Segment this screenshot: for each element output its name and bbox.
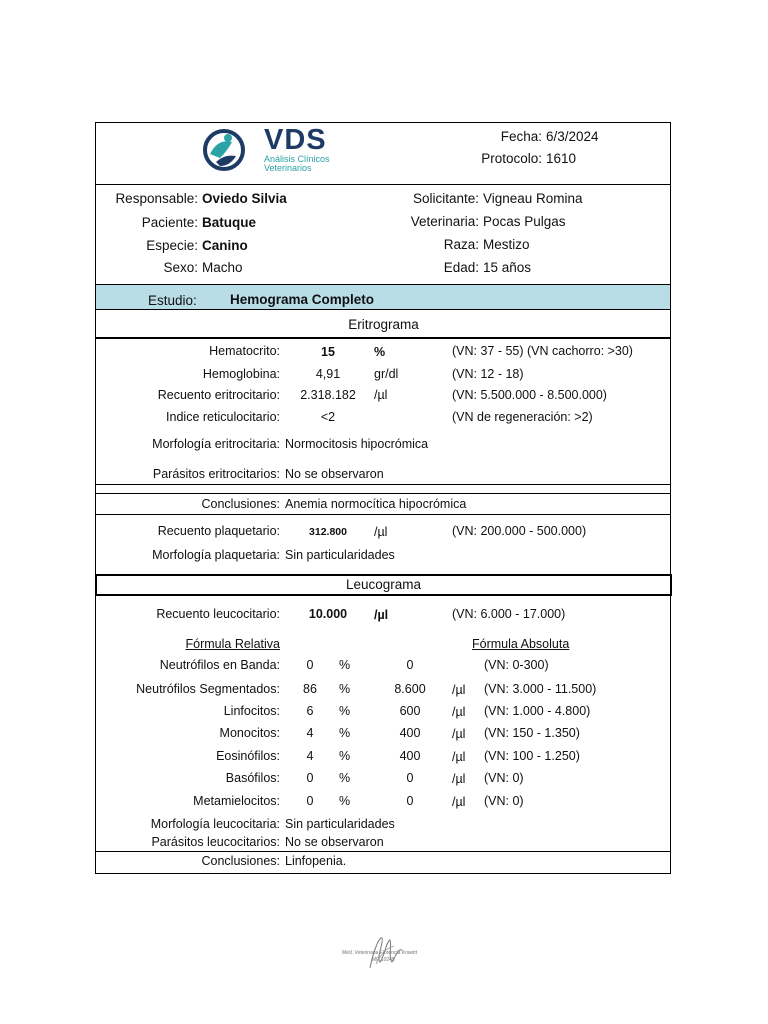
eri-value-2: 2.318.182: [300, 388, 356, 402]
divider: [96, 514, 671, 515]
raza-value: Mestizo: [483, 237, 530, 252]
leuco-label-0: Neutrófilos en Banda:: [159, 658, 280, 672]
signature: [336, 928, 432, 976]
parasitos-eritrocitarios-value: No se observaron: [285, 467, 384, 481]
edad-value: 15 años: [483, 260, 532, 275]
parasitos-leucocitarios-value: No se observaron: [285, 835, 384, 849]
eri-ref-2: (VN: 5.500.000 - 8.500.000): [452, 388, 607, 402]
recuento-plaquetario-value: 312.800: [309, 526, 347, 538]
veterinaria-label: Veterinaria:: [410, 214, 479, 229]
recuento-leucocitario-ref: (VN: 6.000 - 17.000): [452, 607, 566, 621]
leuco-conclusiones-label: Conclusiones:: [201, 854, 280, 868]
especie-label: Especie:: [146, 238, 198, 253]
protocolo-value: 1610: [546, 151, 577, 166]
divider: [96, 484, 671, 485]
paciente-label: Paciente:: [141, 215, 198, 230]
leuco-rel-4: 4: [306, 749, 314, 763]
eri-value-3: <2: [320, 410, 336, 424]
morfologia-leucocitaria-label: Morfología leucocitaria:: [150, 817, 280, 831]
leuco-ref-4: (VN: 100 - 1.250): [484, 749, 580, 763]
eri-value-1: 4,91: [315, 367, 341, 381]
eri-value-0: 15: [321, 345, 335, 359]
eritrograma-title: Eritrograma: [348, 317, 419, 332]
recuento-plaquetario-unit: /µl: [374, 525, 388, 539]
morfologia-eritrocitaria-value: Normocitosis hipocrómica: [285, 437, 429, 451]
edad-label: Edad:: [443, 260, 479, 275]
leuco-unit-2: /µl: [452, 705, 466, 719]
leuco-label-4: Eosinófilos:: [216, 749, 280, 763]
leuco-pct-2: %: [339, 704, 351, 718]
leuco-abs-1: 8.600: [394, 682, 426, 696]
study-label: Estudio:: [148, 293, 197, 308]
leuco-ref-3: (VN: 150 - 1.350): [484, 726, 580, 740]
eri-conclusiones-label: Conclusiones:: [201, 497, 280, 511]
leuco-unit-4: /µl: [452, 750, 466, 764]
eri-unit-1: gr/dl: [374, 367, 399, 381]
leuco-pct-0: %: [339, 658, 351, 672]
leuco-unit-5: /µl: [452, 772, 466, 786]
leuco-ref-6: (VN: 0): [484, 794, 524, 808]
morfologia-plaquetaria-label: Morfología plaquetaria:: [152, 548, 280, 562]
leuco-ref-2: (VN: 1.000 - 4.800): [484, 704, 591, 718]
leucograma-title: Leucograma: [345, 577, 422, 592]
leuco-rel-2: 6: [306, 704, 314, 718]
logo-line2: Veterinarios: [264, 163, 312, 173]
vds-logo: [198, 124, 338, 176]
leuco-unit-1: /µl: [452, 683, 466, 697]
leuco-unit-3: /µl: [452, 727, 466, 741]
leuco-abs-0: 0: [406, 658, 414, 672]
leuco-label-5: Basófilos:: [225, 771, 280, 785]
recuento-leucocitario-label: Recuento leucocitario:: [156, 607, 280, 621]
leuco-ref-5: (VN: 0): [484, 771, 524, 785]
leuco-abs-3: 400: [399, 726, 421, 740]
responsable-value: Oviedo Silvia: [202, 191, 287, 206]
morfologia-eritrocitaria-label: Morfología eritrocitaria:: [152, 437, 280, 451]
eri-unit-0: %: [374, 345, 386, 359]
solicitante-label: Solicitante:: [412, 191, 479, 206]
fecha-label: Fecha:: [500, 129, 542, 144]
sexo-label: Sexo:: [163, 260, 198, 275]
study-value: Hemograma Completo: [230, 292, 375, 307]
eri-unit-2: /µl: [374, 388, 388, 402]
recuento-plaquetario-label: Recuento plaquetario:: [157, 524, 280, 538]
leuco-abs-6: 0: [406, 794, 414, 808]
signature-line2: MP 10245: [372, 957, 395, 963]
recuento-leucocitario-unit: /µl: [374, 608, 389, 622]
protocolo-label: Protocolo:: [481, 151, 542, 166]
leuco-unit-6: /µl: [452, 795, 466, 809]
divider: [96, 851, 671, 852]
recuento-leucocitario-value: 10.000: [308, 607, 348, 621]
leuco-rel-5: 0: [306, 771, 314, 785]
fecha-value: 6/3/2024: [546, 129, 599, 144]
recuento-plaquetario-ref: (VN: 200.000 - 500.000): [452, 524, 587, 538]
leuco-label-1: Neutrófilos Segmentados:: [136, 682, 280, 696]
paciente-value: Batuque: [202, 215, 256, 230]
leuco-label-3: Monocitos:: [219, 726, 280, 740]
leuco-pct-4: %: [339, 749, 351, 763]
leuco-label-2: Linfocitos:: [223, 704, 280, 718]
eri-conclusiones-value: Anemia normocítica hipocrómica: [285, 497, 467, 511]
eri-label-1: Hemoglobina:: [202, 367, 280, 381]
veterinaria-value: Pocas Pulgas: [483, 214, 566, 229]
leuco-pct-5: %: [339, 771, 351, 785]
parasitos-eritrocitarios-label: Parásitos eritrocitarios:: [152, 467, 280, 481]
leuco-rel-1: 86: [303, 682, 317, 696]
leuco-pct-3: %: [339, 726, 351, 740]
formula-absoluta-heading: Fórmula Absoluta: [472, 637, 570, 651]
responsable-label: Responsable:: [115, 191, 198, 206]
morfologia-plaquetaria-value: Sin particularidades: [285, 548, 395, 562]
eri-ref-3: (VN de regeneración: >2): [452, 410, 593, 424]
eri-ref-1: (VN: 12 - 18): [452, 367, 524, 381]
leuco-rel-3: 4: [306, 726, 314, 740]
leuco-rel-6: 0: [306, 794, 314, 808]
leuco-ref-1: (VN: 3.000 - 11.500): [484, 682, 597, 696]
leuco-conclusiones-value: Linfopenia.: [285, 854, 347, 868]
parasitos-leucocitarios-label: Parásitos leucocitarios:: [151, 835, 280, 849]
leuco-pct-6: %: [339, 794, 351, 808]
divider: [96, 493, 671, 494]
eri-label-3: Indice reticulocitario:: [166, 410, 280, 424]
logo-brand: VDS: [264, 124, 327, 156]
leuco-abs-5: 0: [406, 771, 414, 785]
logo-line1: Análisis Clínicos: [264, 154, 330, 164]
leuco-label-6: Metamielocitos:: [193, 794, 280, 808]
eri-label-2: Recuento eritrocitario:: [157, 388, 280, 402]
divider: [96, 337, 671, 339]
signature-line1: Méd. Veterinaria Florencia Krawitt: [342, 950, 418, 956]
leuco-ref-0: (VN: 0-300): [484, 658, 549, 672]
leuco-rel-0: 0: [306, 658, 314, 672]
eri-ref-0: (VN: 37 - 55) (VN cachorro: >30): [452, 344, 633, 358]
especie-value: Canino: [202, 238, 248, 253]
eri-label-0: Hematocrito:: [209, 344, 280, 358]
sexo-value: Macho: [202, 260, 243, 275]
solicitante-value: Vigneau Romina: [483, 191, 583, 206]
raza-label: Raza:: [443, 237, 479, 252]
divider: [96, 184, 671, 185]
leuco-abs-4: 400: [399, 749, 421, 763]
leuco-abs-2: 600: [399, 704, 421, 718]
formula-relativa-heading: Fórmula Relativa: [185, 637, 280, 651]
morfologia-leucocitaria-value: Sin particularidades: [285, 817, 395, 831]
leuco-pct-1: %: [339, 682, 351, 696]
